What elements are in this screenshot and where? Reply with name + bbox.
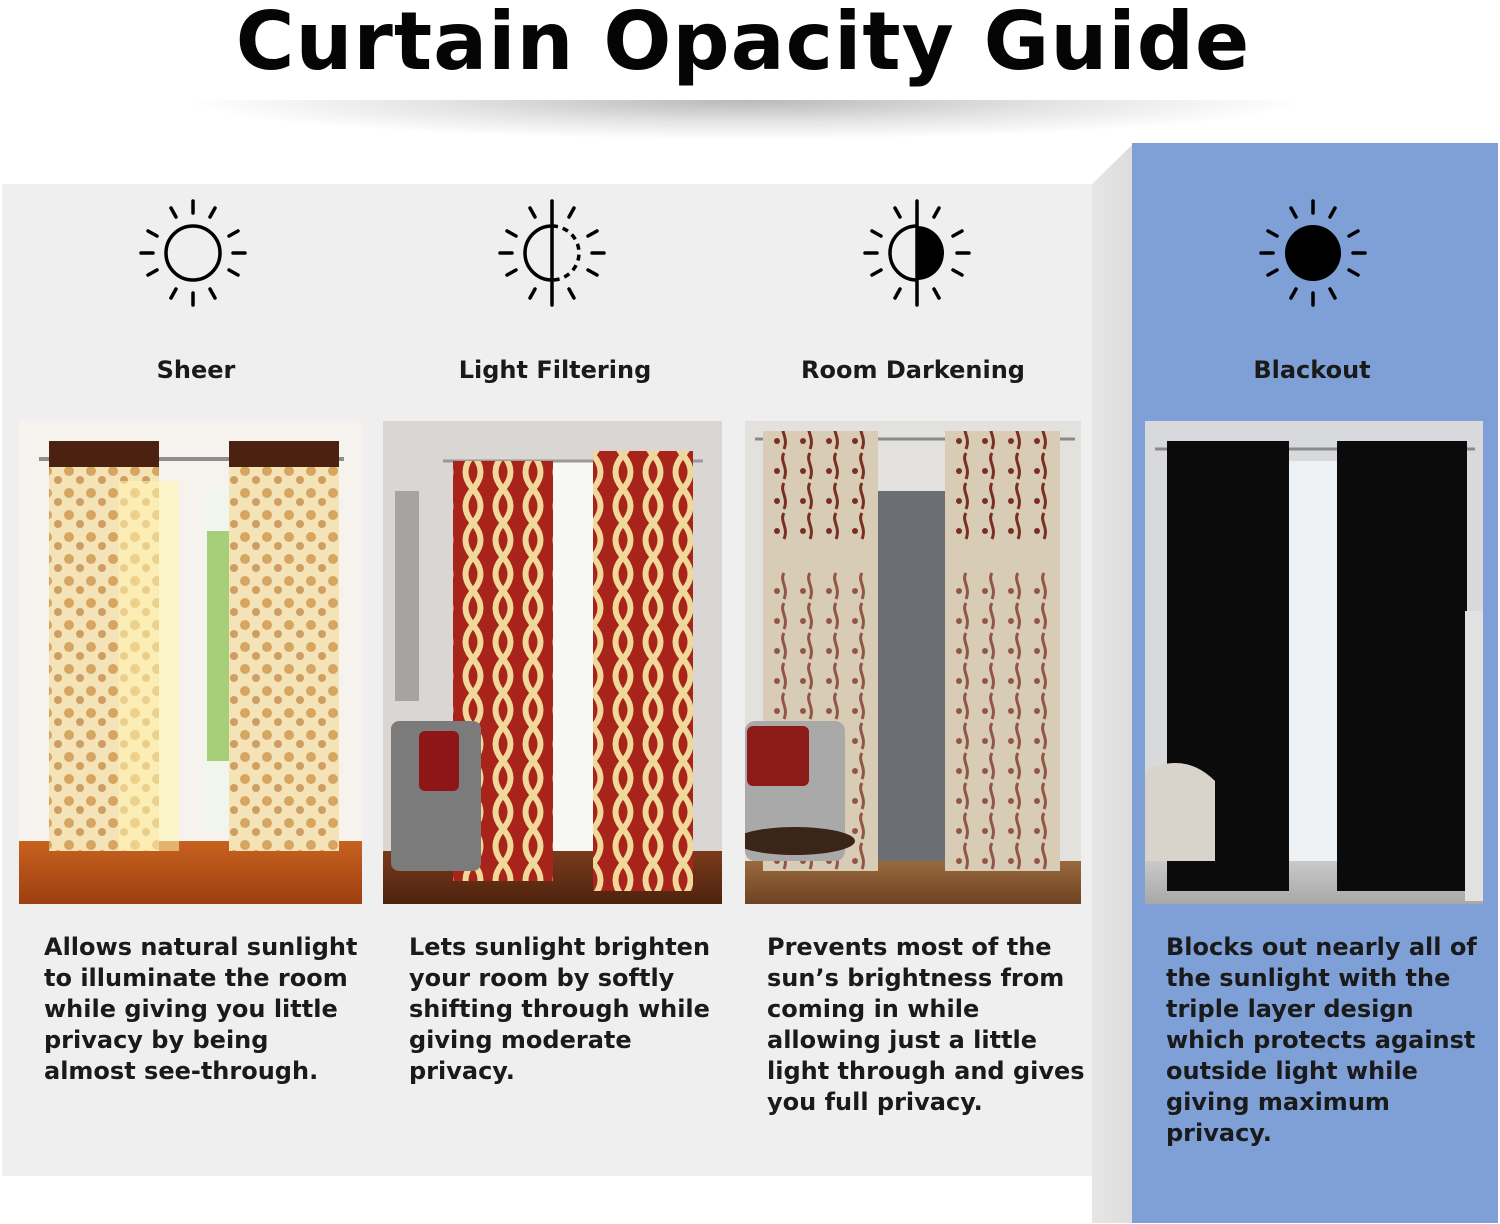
page-title: Curtain Opacity Guide bbox=[235, 0, 1251, 88]
label-blackout: Blackout bbox=[1253, 356, 1371, 384]
photo-blackout-curtain bbox=[1145, 421, 1483, 904]
label-light-filtering: Light Filtering bbox=[458, 356, 652, 384]
sun-half-filled-icon bbox=[857, 193, 977, 313]
sun-half-dashed-icon bbox=[492, 193, 612, 313]
panel-edge bbox=[1092, 143, 1134, 1223]
photo-room-darkening-curtain bbox=[745, 421, 1081, 904]
sun-outline-icon bbox=[133, 193, 253, 313]
title-shadow bbox=[180, 100, 1310, 140]
sun-filled-icon bbox=[1253, 193, 1373, 313]
description-light-filtering: Lets sunlight brighten your room by softly shifting through while giving moderate privacy. bbox=[409, 933, 711, 1085]
description-room-darkening: Prevents most of the sun’s brightness from coming in while allowing just a little light through and gives you full privacy. bbox=[767, 933, 1085, 1116]
description-blackout: Blocks out nearly all of the sunlight with the triple layer design which protects against outside light while giving maximum privacy. bbox=[1166, 933, 1477, 1147]
label-sheer: Sheer bbox=[156, 356, 236, 384]
photo-sheer-curtain bbox=[19, 421, 362, 904]
photo-light-filtering-curtain bbox=[383, 421, 722, 904]
label-room-darkening: Room Darkening bbox=[801, 356, 1025, 384]
description-sheer: Allows natural sunlight to illuminate the room while giving you little privacy by being almost see-through. bbox=[44, 933, 358, 1085]
